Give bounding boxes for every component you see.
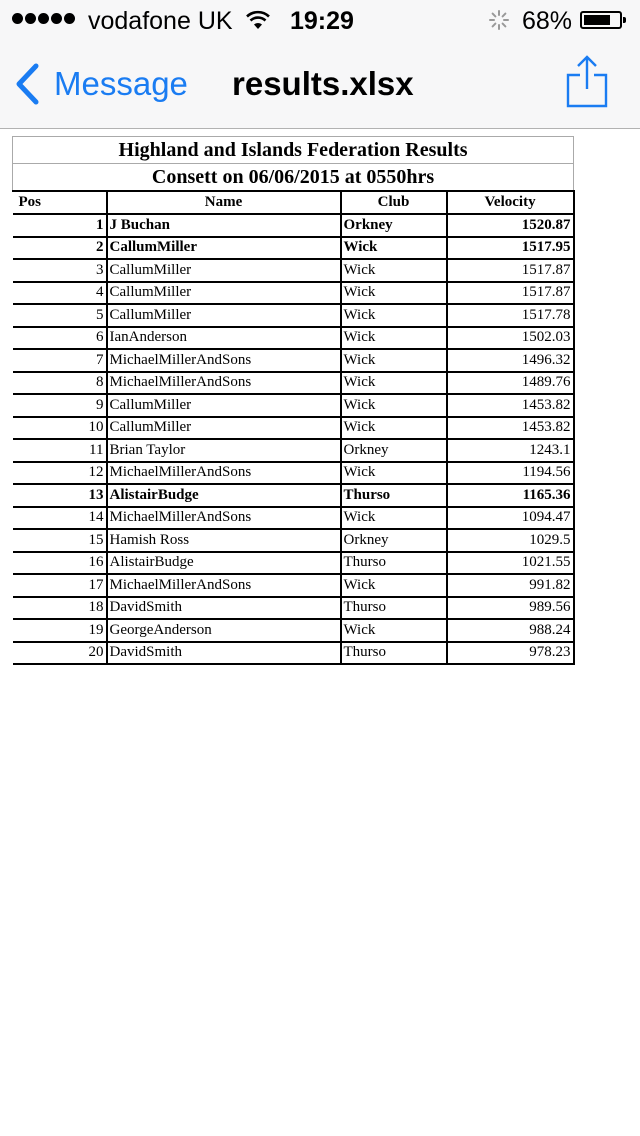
cell-pos: 11 bbox=[13, 439, 107, 462]
cell-name: CallumMiller bbox=[107, 237, 341, 260]
column-header-row bbox=[13, 191, 574, 214]
cell-club: Wick bbox=[341, 327, 447, 350]
column-header-pos: Pos bbox=[13, 191, 107, 214]
cell-name: Hamish Ross bbox=[107, 529, 341, 552]
cell-club: Thurso bbox=[341, 484, 447, 507]
battery-icon bbox=[580, 11, 622, 29]
cell-pos: 19 bbox=[13, 619, 107, 642]
cell-pos: 9 bbox=[13, 394, 107, 417]
cell-pos: 13 bbox=[13, 484, 107, 507]
cellular-signal-icon bbox=[12, 13, 75, 24]
activity-spinner-icon bbox=[489, 10, 509, 30]
cell-pos: 14 bbox=[13, 507, 107, 530]
wifi-icon bbox=[246, 10, 270, 30]
cell-club: Wick bbox=[341, 372, 447, 395]
results-spreadsheet bbox=[12, 136, 575, 665]
cell-velocity: 978.23 bbox=[447, 642, 574, 665]
chevron-left-icon bbox=[14, 63, 40, 105]
cell-pos: 16 bbox=[13, 552, 107, 575]
cell-name: CallumMiller bbox=[107, 259, 341, 282]
cell-pos: 6 bbox=[13, 327, 107, 350]
cell-velocity: 1517.95 bbox=[447, 237, 574, 260]
cell-pos: 7 bbox=[13, 349, 107, 372]
navigation-bar bbox=[0, 40, 640, 129]
table-row bbox=[13, 394, 574, 417]
cell-velocity: 1094.47 bbox=[447, 507, 574, 530]
cell-velocity: 1489.76 bbox=[447, 372, 574, 395]
cell-pos: 18 bbox=[13, 597, 107, 620]
cell-name: MichaelMillerAndSons bbox=[107, 507, 341, 530]
sheet-subtitle: Consett on 06/06/2015 at 0550hrs bbox=[13, 164, 574, 192]
cell-velocity: 1517.78 bbox=[447, 304, 574, 327]
cell-pos: 20 bbox=[13, 642, 107, 665]
cell-club: Thurso bbox=[341, 597, 447, 620]
cell-velocity: 1520.87 bbox=[447, 214, 574, 237]
cell-club: Wick bbox=[341, 394, 447, 417]
cell-pos: 12 bbox=[13, 462, 107, 485]
table-row bbox=[13, 552, 574, 575]
table-row bbox=[13, 304, 574, 327]
cell-club: Thurso bbox=[341, 642, 447, 665]
cell-velocity: 1496.32 bbox=[447, 349, 574, 372]
table-row bbox=[13, 372, 574, 395]
cell-club: Orkney bbox=[341, 214, 447, 237]
cell-name: CallumMiller bbox=[107, 304, 341, 327]
table-row bbox=[13, 282, 574, 305]
table-row bbox=[13, 417, 574, 440]
share-icon[interactable] bbox=[566, 54, 608, 110]
cell-velocity: 989.56 bbox=[447, 597, 574, 620]
cell-velocity: 1453.82 bbox=[447, 417, 574, 440]
cell-name: GeorgeAnderson bbox=[107, 619, 341, 642]
cell-club: Wick bbox=[341, 417, 447, 440]
cell-velocity: 1517.87 bbox=[447, 259, 574, 282]
cell-pos: 10 bbox=[13, 417, 107, 440]
cell-name: CallumMiller bbox=[107, 394, 341, 417]
cell-pos: 8 bbox=[13, 372, 107, 395]
cell-name: IanAnderson bbox=[107, 327, 341, 350]
cell-velocity: 991.82 bbox=[447, 574, 574, 597]
cell-velocity: 1517.87 bbox=[447, 282, 574, 305]
table-row bbox=[13, 259, 574, 282]
cell-name: J Buchan bbox=[107, 214, 341, 237]
cell-name: CallumMiller bbox=[107, 282, 341, 305]
table-row bbox=[13, 619, 574, 642]
cell-club: Wick bbox=[341, 304, 447, 327]
cell-club: Wick bbox=[341, 574, 447, 597]
table-row bbox=[13, 462, 574, 485]
table-row bbox=[13, 349, 574, 372]
cell-velocity: 1165.36 bbox=[447, 484, 574, 507]
cell-club: Wick bbox=[341, 462, 447, 485]
clock: 19:29 bbox=[290, 7, 354, 35]
table-row bbox=[13, 529, 574, 552]
table-row bbox=[13, 484, 574, 507]
results-table-body bbox=[13, 214, 574, 664]
table-row bbox=[13, 214, 574, 237]
cell-velocity: 1243.1 bbox=[447, 439, 574, 462]
cell-velocity: 1194.56 bbox=[447, 462, 574, 485]
cell-club: Wick bbox=[341, 619, 447, 642]
cell-pos: 17 bbox=[13, 574, 107, 597]
status-bar bbox=[0, 0, 640, 40]
cell-pos: 3 bbox=[13, 259, 107, 282]
cell-name: DavidSmith bbox=[107, 597, 341, 620]
cell-pos: 2 bbox=[13, 237, 107, 260]
cell-name: CallumMiller bbox=[107, 417, 341, 440]
cell-club: Wick bbox=[341, 349, 447, 372]
cell-velocity: 1029.5 bbox=[447, 529, 574, 552]
back-button-label: Message bbox=[54, 65, 188, 102]
table-row bbox=[13, 642, 574, 665]
cell-pos: 5 bbox=[13, 304, 107, 327]
document-title: results.xlsx bbox=[232, 65, 414, 102]
table-row bbox=[13, 574, 574, 597]
column-header-velocity: Velocity bbox=[447, 191, 574, 214]
cell-velocity: 1021.55 bbox=[447, 552, 574, 575]
column-header-name: Name bbox=[107, 191, 341, 214]
table-row bbox=[13, 507, 574, 530]
cell-name: AlistairBudge bbox=[107, 552, 341, 575]
cell-velocity: 988.24 bbox=[447, 619, 574, 642]
battery-percent: 68% bbox=[522, 7, 573, 35]
cell-velocity: 1453.82 bbox=[447, 394, 574, 417]
cell-name: DavidSmith bbox=[107, 642, 341, 665]
cell-club: Wick bbox=[341, 282, 447, 305]
table-row bbox=[13, 237, 574, 260]
cell-velocity: 1502.03 bbox=[447, 327, 574, 350]
cell-club: Thurso bbox=[341, 552, 447, 575]
cell-name: MichaelMillerAndSons bbox=[107, 372, 341, 395]
cell-club: Orkney bbox=[341, 439, 447, 462]
sheet-title: Highland and Islands Federation Results bbox=[13, 137, 574, 164]
carrier-name: vodafone UK bbox=[88, 7, 233, 35]
cell-pos: 1 bbox=[13, 214, 107, 237]
cell-name: MichaelMillerAndSons bbox=[107, 462, 341, 485]
cell-pos: 4 bbox=[13, 282, 107, 305]
column-header-club: Club bbox=[341, 191, 447, 214]
cell-name: Brian Taylor bbox=[107, 439, 341, 462]
cell-club: Wick bbox=[341, 237, 447, 260]
table-row bbox=[13, 439, 574, 462]
cell-name: AlistairBudge bbox=[107, 484, 341, 507]
cell-club: Wick bbox=[341, 259, 447, 282]
cell-club: Orkney bbox=[341, 529, 447, 552]
cell-pos: 15 bbox=[13, 529, 107, 552]
back-button[interactable] bbox=[14, 62, 188, 106]
table-row bbox=[13, 327, 574, 350]
cell-name: MichaelMillerAndSons bbox=[107, 574, 341, 597]
table-row bbox=[13, 597, 574, 620]
cell-club: Wick bbox=[341, 507, 447, 530]
cell-name: MichaelMillerAndSons bbox=[107, 349, 341, 372]
